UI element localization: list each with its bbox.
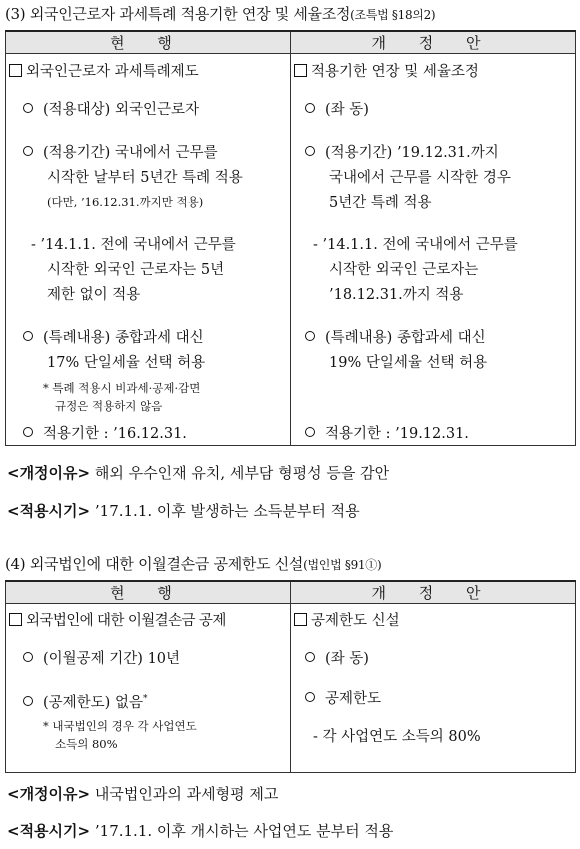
apply-text: ’17.1.1. 이후 발생하는 소득분부터 적용 bbox=[94, 502, 360, 520]
section3-current-dash-item: - ’14.1.1. 전에 국내에서 근무를 bbox=[31, 237, 236, 253]
checkbox-square-icon bbox=[9, 64, 22, 77]
section4-current-heading bbox=[9, 610, 226, 632]
section3-current-cell bbox=[6, 54, 291, 446]
circle-bullet-icon bbox=[305, 427, 315, 437]
checkbox-square-icon bbox=[9, 613, 22, 626]
section4-current-note-line2: 소득의 80% bbox=[55, 737, 118, 751]
section4-current-note: * 내국법인의 경우 각 사업연도 bbox=[43, 719, 197, 733]
section3-revised-dash-line2: 시작한 외국인 근로자는 bbox=[329, 262, 479, 278]
apply-label: <적용시기> bbox=[7, 502, 91, 520]
checkbox-square-icon bbox=[294, 64, 307, 77]
circle-bullet-icon bbox=[23, 103, 33, 113]
section3-current-period bbox=[23, 142, 218, 164]
footnote-mark: * bbox=[142, 694, 148, 704]
text: (이월공제 기간) 10년 bbox=[43, 651, 181, 667]
circle-bullet-icon bbox=[23, 652, 33, 662]
section4-revised-header: 개 정 안 bbox=[291, 581, 576, 604]
circle-bullet-icon bbox=[305, 103, 315, 113]
section4-current-cell bbox=[6, 604, 291, 773]
section3-current-dash-line3: 제한 없이 적용 bbox=[47, 287, 141, 303]
circle-bullet-icon bbox=[23, 146, 33, 156]
text: (특례내용) 종합과세 대신 bbox=[43, 330, 204, 346]
apply-label: <적용시기> bbox=[7, 822, 91, 840]
text: 공제한도 신설 bbox=[311, 613, 400, 629]
reason-text: 해외 우수인재 유치, 세부담 형평성 등을 감안 bbox=[94, 464, 390, 482]
text: 외국인근로자 과세특례제도 bbox=[26, 64, 199, 80]
section3-comparison-table bbox=[5, 30, 576, 446]
text: 적용기한 : ’19.12.31. bbox=[325, 426, 469, 442]
section3-revised-content-line2: 19% 단일세율 선택 허용 bbox=[329, 355, 488, 371]
reason-text: 내국법인과의 과세형평 제고 bbox=[94, 785, 279, 803]
section3-law-ref: (조특법 §18의2) bbox=[350, 8, 436, 22]
text: 적용기한 연장 및 세율조정 bbox=[311, 64, 479, 80]
section4-comparison-table bbox=[5, 580, 576, 773]
section3-reason bbox=[7, 462, 389, 483]
circle-bullet-icon bbox=[23, 331, 33, 341]
text: (좌 동) bbox=[325, 102, 369, 118]
text: 공제한도 bbox=[325, 691, 382, 707]
section3-revised-period bbox=[305, 142, 499, 164]
section3-current-period-line2: 시작한 날부터 5년간 특례 적용 bbox=[47, 170, 243, 186]
section3-title-text: (3) 외국인근로자 과세특례 적용기한 연장 및 세율조정 bbox=[5, 5, 351, 23]
section4-law-ref: (법인법 §91①) bbox=[303, 558, 382, 572]
text: (공제한도) 없음 bbox=[43, 695, 143, 711]
section3-revised-period-line2: 국내에서 근무를 시작한 경우 bbox=[329, 170, 511, 186]
section4-revised-period bbox=[305, 648, 369, 670]
section4-revised-dash-item: - 각 사업연도 소득의 80% bbox=[313, 729, 481, 745]
text: (적용기간) ’19.12.31.까지 bbox=[325, 145, 499, 161]
reason-label: <개정이유> bbox=[7, 464, 91, 482]
text: (특례내용) 종합과세 대신 bbox=[325, 330, 486, 346]
text: (적용대상) 외국인근로자 bbox=[43, 102, 199, 118]
section3-current-period-line3: (다만, ’16.12.31.까지만 적용) bbox=[47, 195, 204, 209]
section3-revised-dash-item: - ’14.1.1. 전에 국내에서 근무를 bbox=[313, 237, 518, 253]
text: (적용기간) 국내에서 근무를 bbox=[43, 145, 218, 161]
circle-bullet-icon bbox=[305, 692, 315, 702]
section3-current-header: 현 행 bbox=[6, 31, 291, 54]
section3-current-dash-line2: 시작한 외국인 근로자는 5년 bbox=[47, 262, 225, 278]
circle-bullet-icon bbox=[305, 331, 315, 341]
section3-current-heading bbox=[9, 61, 199, 83]
section3-current-target bbox=[23, 99, 199, 121]
text: (좌 동) bbox=[325, 651, 369, 667]
section3-revised-target bbox=[305, 99, 369, 121]
section3-current-note: * 특례 적용시 비과세·공제·감면 bbox=[43, 381, 201, 395]
section3-revised-heading bbox=[294, 61, 479, 83]
section3-apply-date bbox=[7, 500, 360, 521]
section3-revised-deadline bbox=[305, 423, 469, 445]
section4-apply-date bbox=[7, 820, 393, 841]
checkbox-square-icon bbox=[294, 613, 307, 626]
section4-revised-limit bbox=[305, 688, 381, 710]
section3-current-deadline bbox=[23, 423, 187, 445]
section3-revised-period-line3: 5년간 특례 적용 bbox=[329, 195, 432, 211]
text: 적용기한 : ’16.12.31. bbox=[43, 426, 187, 442]
reason-label: <개정이유> bbox=[7, 785, 91, 803]
section4-title-text: (4) 외국법인에 대한 이월결손금 공제한도 신설 bbox=[5, 555, 304, 573]
section4-revised-heading bbox=[294, 610, 400, 632]
section4-revised-cell bbox=[291, 604, 576, 773]
apply-text: ’17.1.1. 이후 개시하는 사업연도 분부터 적용 bbox=[94, 822, 394, 840]
section4-reason bbox=[7, 783, 278, 804]
section3-current-content-line2: 17% 단일세율 선택 허용 bbox=[47, 355, 206, 371]
section3-revised-cell bbox=[291, 54, 576, 446]
text: 외국법인에 대한 이월결손금 공제 bbox=[26, 613, 226, 629]
section3-current-content bbox=[23, 327, 204, 349]
section4-title bbox=[5, 553, 381, 574]
circle-bullet-icon bbox=[23, 427, 33, 437]
section3-title bbox=[5, 3, 435, 24]
section4-current-period bbox=[23, 648, 180, 670]
section3-revised-content bbox=[305, 327, 486, 349]
circle-bullet-icon bbox=[305, 652, 315, 662]
section4-current-header: 현 행 bbox=[6, 581, 291, 604]
section3-current-note-line2: 규정은 적용하지 않음 bbox=[55, 399, 163, 413]
section4-current-limit bbox=[23, 688, 147, 714]
section3-revised-header: 개 정 안 bbox=[291, 31, 576, 54]
circle-bullet-icon bbox=[23, 696, 33, 706]
section3-revised-dash-line3: ’18.12.31.까지 적용 bbox=[329, 287, 464, 303]
circle-bullet-icon bbox=[305, 146, 315, 156]
